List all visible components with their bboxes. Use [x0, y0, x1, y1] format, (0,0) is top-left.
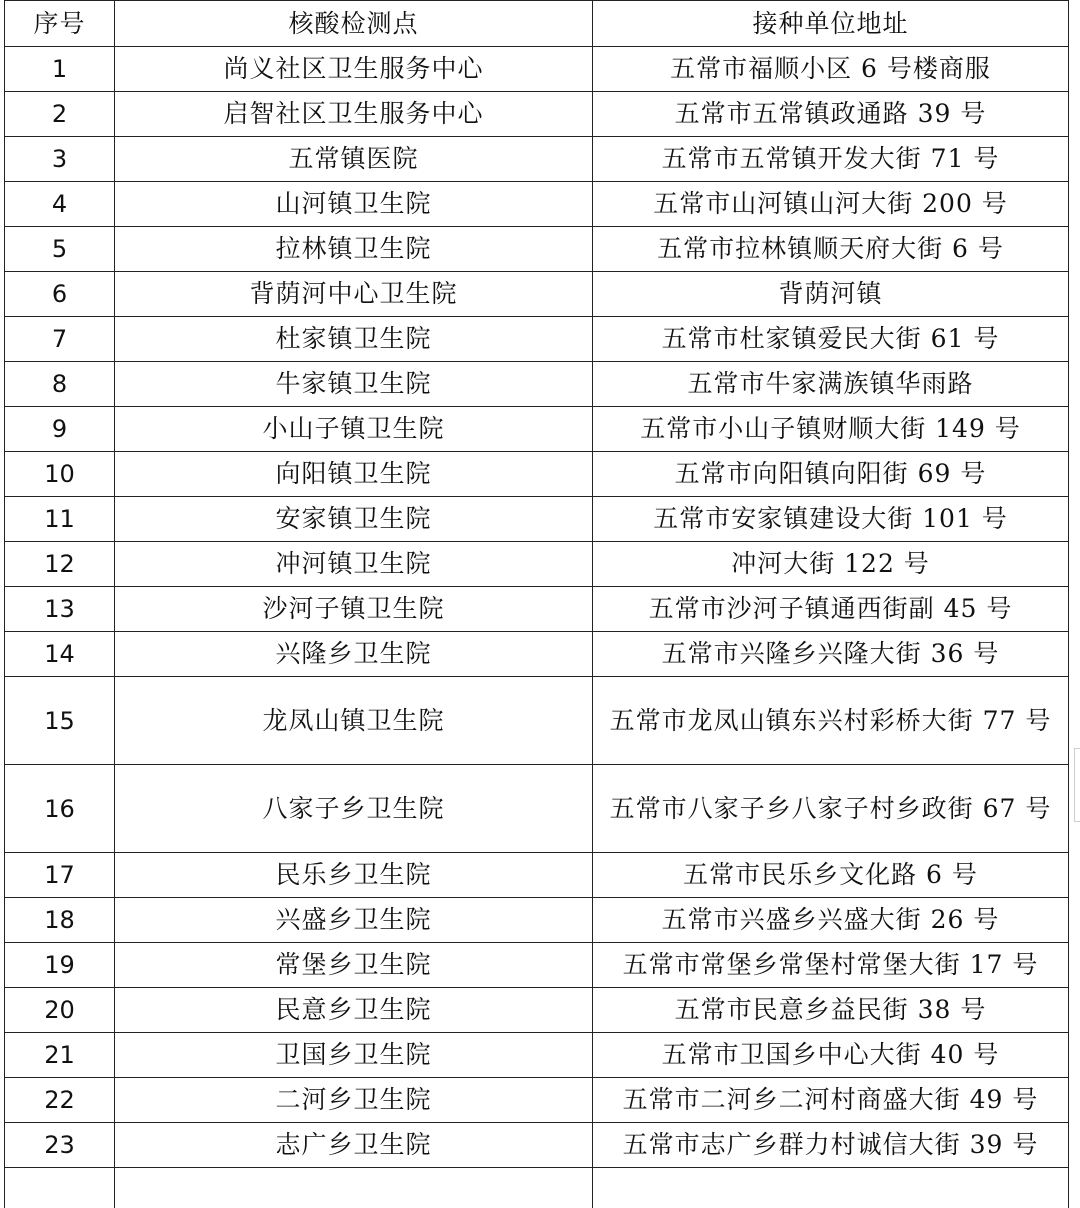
row-index: 18: [5, 898, 115, 943]
row-site: 背荫河中心卫生院: [115, 272, 593, 317]
row-address: 五常市志广乡群力村诚信大街 39 号: [593, 1123, 1069, 1168]
row-address: 五常市兴盛乡兴盛大街 26 号: [593, 898, 1069, 943]
row-site: 二河乡卫生院: [115, 1078, 593, 1123]
row-index: 12: [5, 542, 115, 587]
table-row: [5, 452, 1069, 497]
row-address: 五常市卫国乡中心大街 40 号: [593, 1033, 1069, 1078]
row-index: 15: [5, 677, 115, 765]
row-address: 五常市常堡乡常堡村常堡大街 17 号: [593, 943, 1069, 988]
row-site: 民意乡卫生院: [115, 988, 593, 1033]
table-row: [5, 272, 1069, 317]
row-address: 五常市山河镇山河大街 200 号: [593, 182, 1069, 227]
row-site: 小山子镇卫生院: [115, 407, 593, 452]
table-row: [5, 677, 1069, 765]
table-row: [5, 182, 1069, 227]
row-address: 五常市沙河子镇通西街副 45 号: [593, 587, 1069, 632]
table-row: [5, 362, 1069, 407]
row-site: 民乐乡卫生院: [115, 853, 593, 898]
testing-sites-table: [4, 0, 1069, 1208]
empty-cell: [115, 1168, 593, 1208]
row-index: 5: [5, 227, 115, 272]
row-address: 五常市八家子乡八家子村乡政街 67 号: [593, 765, 1069, 853]
row-index: 6: [5, 272, 115, 317]
table-row: [5, 898, 1069, 943]
table-row: [5, 407, 1069, 452]
row-index: 22: [5, 1078, 115, 1123]
row-address: 五常市安家镇建设大街 101 号: [593, 497, 1069, 542]
header-site: 核酸检测点: [115, 1, 593, 47]
table-row: [5, 765, 1069, 853]
table-row: [5, 632, 1069, 677]
table-row: [5, 587, 1069, 632]
header-address: 接种单位地址: [593, 1, 1069, 47]
table-row: [5, 943, 1069, 988]
row-site: 兴盛乡卫生院: [115, 898, 593, 943]
row-index: 7: [5, 317, 115, 362]
row-address: 五常市五常镇政通路 39 号: [593, 92, 1069, 137]
row-address: 五常市向阳镇向阳街 69 号: [593, 452, 1069, 497]
row-site: 山河镇卫生院: [115, 182, 593, 227]
row-address: 五常市民乐乡文化路 6 号: [593, 853, 1069, 898]
row-site: 常堡乡卫生院: [115, 943, 593, 988]
row-site: 卫国乡卫生院: [115, 1033, 593, 1078]
row-index: 1: [5, 47, 115, 92]
header-row: [5, 1, 1069, 47]
row-index: 9: [5, 407, 115, 452]
partial-row: [5, 1168, 1069, 1208]
row-index: 20: [5, 988, 115, 1033]
row-address: 五常市五常镇开发大街 71 号: [593, 137, 1069, 182]
row-address: 五常市小山子镇财顺大街 149 号: [593, 407, 1069, 452]
row-address: 冲河大街 122 号: [593, 542, 1069, 587]
empty-cell: [593, 1168, 1069, 1208]
row-site: 兴隆乡卫生院: [115, 632, 593, 677]
row-index: 3: [5, 137, 115, 182]
row-site: 拉林镇卫生院: [115, 227, 593, 272]
table-row: [5, 317, 1069, 362]
row-address: 五常市民意乡益民街 38 号: [593, 988, 1069, 1033]
row-site: 杜家镇卫生院: [115, 317, 593, 362]
row-address: 五常市二河乡二河村商盛大街 49 号: [593, 1078, 1069, 1123]
table-row: [5, 137, 1069, 182]
row-address: 五常市兴隆乡兴隆大街 36 号: [593, 632, 1069, 677]
table-row: [5, 988, 1069, 1033]
row-site: 沙河子镇卫生院: [115, 587, 593, 632]
row-index: 4: [5, 182, 115, 227]
table-body: [5, 1, 1069, 1208]
table-row: [5, 1033, 1069, 1078]
row-index: 23: [5, 1123, 115, 1168]
row-index: 13: [5, 587, 115, 632]
row-address: 背荫河镇: [593, 272, 1069, 317]
row-site: 志广乡卫生院: [115, 1123, 593, 1168]
table-row: [5, 92, 1069, 137]
row-site: 八家子乡卫生院: [115, 765, 593, 853]
row-site: 向阳镇卫生院: [115, 452, 593, 497]
row-index: 8: [5, 362, 115, 407]
row-site: 龙凤山镇卫生院: [115, 677, 593, 765]
table-row: [5, 1078, 1069, 1123]
table-row: [5, 1123, 1069, 1168]
row-site: 安家镇卫生院: [115, 497, 593, 542]
row-address: 五常市牛家满族镇华雨路: [593, 362, 1069, 407]
table-row: [5, 853, 1069, 898]
row-index: 19: [5, 943, 115, 988]
row-address: 五常市拉林镇顺天府大街 6 号: [593, 227, 1069, 272]
row-index: 2: [5, 92, 115, 137]
row-index: 21: [5, 1033, 115, 1078]
row-site: 启智社区卫生服务中心: [115, 92, 593, 137]
row-index: 11: [5, 497, 115, 542]
row-address: 五常市杜家镇爱民大街 61 号: [593, 317, 1069, 362]
row-index: 16: [5, 765, 115, 853]
header-index: 序号: [5, 1, 115, 47]
row-index: 17: [5, 853, 115, 898]
row-address: 五常市龙凤山镇东兴村彩桥大街 77 号: [593, 677, 1069, 765]
row-address: 五常市福顺小区 6 号楼商服: [593, 47, 1069, 92]
row-site: 五常镇医院: [115, 137, 593, 182]
row-site: 冲河镇卫生院: [115, 542, 593, 587]
row-index: 14: [5, 632, 115, 677]
row-site: 牛家镇卫生院: [115, 362, 593, 407]
edge-mark: [1074, 748, 1080, 822]
table-row: [5, 497, 1069, 542]
row-site: 尚义社区卫生服务中心: [115, 47, 593, 92]
empty-cell: [5, 1168, 115, 1208]
row-index: 10: [5, 452, 115, 497]
table-row: [5, 542, 1069, 587]
table-row: [5, 227, 1069, 272]
table-row: [5, 47, 1069, 92]
